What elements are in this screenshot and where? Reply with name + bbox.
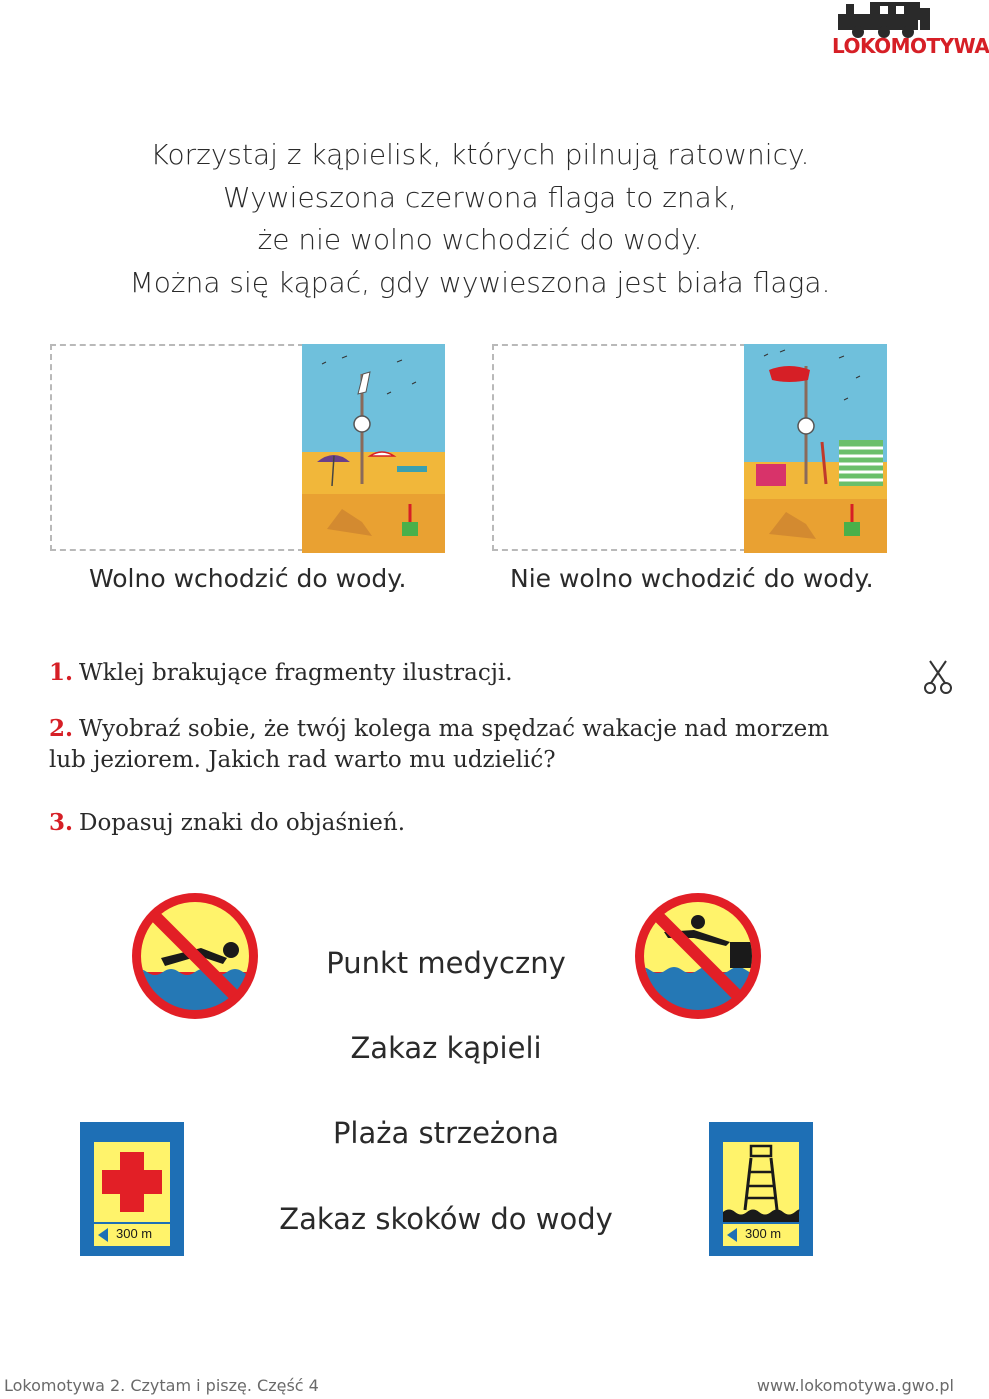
intro-line: Można się kąpać, gdy wywieszona jest biała flaga. — [129, 265, 831, 299]
intro-line: Wywieszona czerwona flaga to znak, — [223, 180, 737, 214]
illustration-panel-white-flag — [50, 344, 445, 553]
task-text-continued: lub jeziorem. Jakich rad warto mu udzielić? — [49, 747, 556, 773]
sign-label-no-swimming: Zakaz kąpieli — [350, 1031, 542, 1065]
panel-caption-red-flag: Nie wolno wchodzić do wody. — [510, 564, 874, 593]
panel-caption-white-flag: Wolno wchodzić do wody. — [89, 564, 407, 593]
task-2 — [49, 713, 829, 776]
guarded-beach-sign — [709, 1122, 813, 1256]
scissors-icon — [923, 659, 953, 695]
task-3 — [49, 807, 405, 839]
task-1 — [49, 657, 513, 689]
beach-white-flag-illustration — [302, 344, 445, 553]
beach-red-flag-illustration — [744, 344, 887, 553]
illustration-panel-red-flag — [492, 344, 887, 553]
paste-area — [492, 344, 746, 551]
task-number: 2. — [49, 715, 74, 742]
intro-text — [0, 134, 960, 304]
no-swimming-sign — [131, 892, 259, 1020]
sign-label-no-diving: Zakaz skoków do wody — [279, 1202, 613, 1236]
footer-book-title: Lokomotywa 2. Czytam i piszę. Część 4 — [4, 1376, 319, 1395]
footer-website-link[interactable]: www.lokomotywa.gwo.pl — [756, 1376, 954, 1395]
sign-label-guarded-beach: Plaża strzeżona — [332, 1116, 560, 1150]
task-text: Wklej brakujące fragmenty ilustracji. — [79, 660, 513, 686]
lokomotywa-logo — [828, 0, 989, 64]
intro-line: że nie wolno wchodzić do wody. — [257, 223, 703, 256]
sign-label-medical-point: Punkt medyczny — [326, 946, 566, 980]
distance-label: 300 m — [745, 1226, 782, 1241]
task-number: 3. — [49, 809, 74, 836]
paste-area — [50, 344, 304, 551]
task-text: Dopasuj znaki do objaśnień. — [79, 810, 406, 836]
no-diving-sign — [634, 892, 762, 1020]
intro-line: Korzystaj z kąpielisk, których pilnują ratownicy. — [150, 138, 810, 171]
distance-label: 300 m — [116, 1226, 153, 1241]
medical-point-sign — [80, 1122, 184, 1256]
task-text: Wyobraź sobie, że twój kolega ma spędzać wakacje nad morzem — [79, 716, 830, 742]
task-number: 1. — [49, 659, 74, 686]
logo-text: LOKOMOTYWA — [832, 34, 989, 58]
